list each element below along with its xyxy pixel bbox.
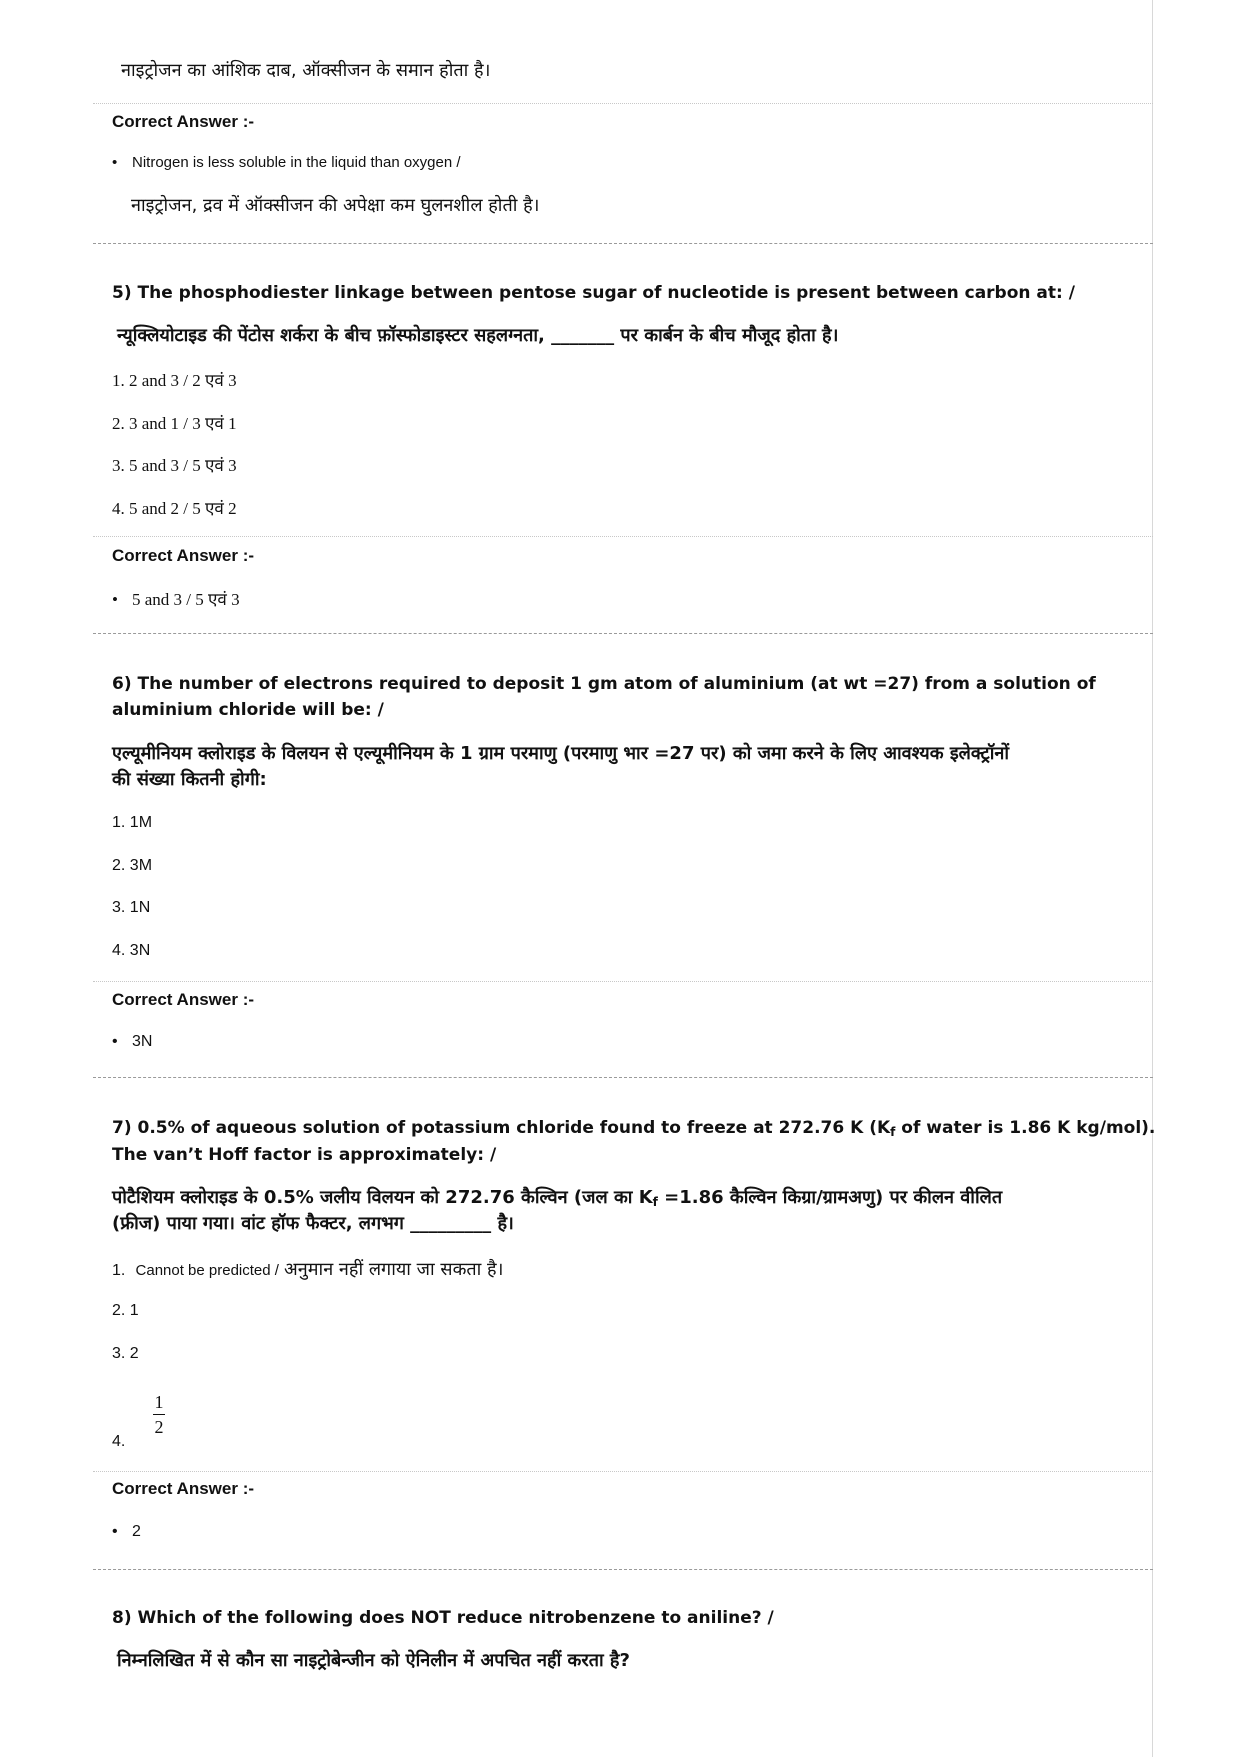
bullet-icon: •: [112, 590, 118, 609]
q7-option-3: 3. 2: [112, 1345, 139, 1362]
q4-option-hindi: नाइट्रोजन का आंशिक दाब, ऑक्सीजन के समान होता है।: [121, 60, 491, 81]
question-separator: [93, 1569, 1153, 1570]
q4-answer-english: • Nitrogen is less soluble in the liquid than oxygen /: [112, 154, 461, 171]
q5-option-3: 3. 5 and 3 / 5 एवं 3: [112, 456, 237, 475]
q6-question-hindi-line1: एल्यूमीनियम क्लोराइड के विलयन से एल्यूमीनियम के 1 ग्राम परमाणु (परमाणु भार =27 पर) को जमा करने के लिए आवश्यक इलेक्ट्रॉनों: [112, 743, 1010, 764]
row-separator: [93, 103, 1153, 104]
q6-option-1: 1. 1M: [112, 814, 153, 831]
q6-option-2: 2. 3M: [112, 857, 153, 874]
question-separator: [93, 243, 1153, 244]
q7-option-1: 1. Cannot be predicted / अनुमान नहीं लगाया जा सकता है।: [112, 1259, 504, 1280]
q6-option-3: 3. 1N: [112, 899, 151, 916]
question-separator: [93, 633, 1153, 634]
q4-answer-hindi: नाइट्रोजन, द्रव में ऑक्सीजन की अपेक्षा कम घुलनशील होती है।: [131, 195, 540, 216]
bullet-icon: •: [112, 154, 118, 171]
q6-question-english-line1: 6) The number of electrons required to deposit 1 gm atom of aluminium (at wt =27) from a solution of: [112, 674, 1096, 694]
document-page: [93, 0, 1156, 1757]
q7-option-4-number: 4.: [112, 1433, 126, 1450]
row-separator: [93, 1471, 1153, 1472]
q7-question-english-line2: The van’t Hoff factor is approximately: /: [112, 1145, 497, 1165]
q7-question-english-line1: 7) 0.5% of aqueous solution of potassium chloride found to freeze at 272.76 K ($K_f$ of water is 1.86 K kg/mol).: [112, 1118, 1156, 1139]
q6-question-english-line2: aluminium chloride will be: /: [112, 700, 384, 720]
q5-question-hindi: न्यूक्लियोटाइड की पेंटोस शर्करा के बीच फ़ॉस्फोडाइस्टर सहलग्नता, _______ पर कार्बन के बीच मौजूद होता है।: [117, 325, 839, 346]
q7-correct-answer-label: Correct Answer :-: [112, 1479, 255, 1498]
q6-option-4: 4. 3N: [112, 942, 151, 959]
q5-option-1: 1. 2 and 3 / 2 एवं 3: [112, 371, 237, 390]
q5-option-4: 4. 5 and 2 / 5 एवं 2: [112, 499, 237, 518]
bullet-icon: •: [112, 1523, 118, 1540]
q7-answer: • 2: [112, 1523, 141, 1540]
q8-question-hindi: निम्नलिखित में से कौन सा नाइट्रोबेन्जीन को ऐनिलीन में अपचित नहीं करता है?: [117, 1650, 630, 1671]
q7-question-hindi-line2: (फ्रीज) पाया गया। वांट हॉफ फैक्टर, लगभग _________ है।: [112, 1213, 514, 1234]
q6-question-hindi-line2: की संख्या कितनी होगी:: [112, 769, 267, 790]
row-separator: [93, 536, 1153, 537]
q5-option-2: 2. 3 and 1 / 3 एवं 1: [112, 414, 237, 433]
q7-option-4-fraction: 1 2: [154, 1392, 164, 1437]
question-separator: [93, 1077, 1153, 1078]
q5-answer: • 5 and 3 / 5 एवं 3: [112, 590, 240, 609]
q5-correct-answer-label: Correct Answer :-: [112, 546, 255, 565]
q8-question-english: 8) Which of the following does NOT reduce nitrobenzene to aniline? /: [112, 1608, 774, 1628]
q7-option-2: 2. 1: [112, 1302, 139, 1319]
bullet-icon: •: [112, 1033, 118, 1050]
q7-question-hindi-line1: पोटैशियम क्लोराइड के 0.5% जलीय विलयन को 272.76 कैल्विन (जल का $K_f =1.86$ कैल्विन किग्रा/ग्रामअणु) पर कीलन वीलित: [112, 1187, 1003, 1209]
q6-answer: • 3N: [112, 1033, 153, 1050]
q6-correct-answer-label: Correct Answer :-: [112, 990, 255, 1009]
q4-correct-answer-label: Correct Answer :-: [112, 112, 255, 131]
q5-question-english: 5) The phosphodiester linkage between pentose sugar of nucleotide is present between carbon at: /: [112, 283, 1075, 303]
row-separator: [93, 981, 1153, 982]
